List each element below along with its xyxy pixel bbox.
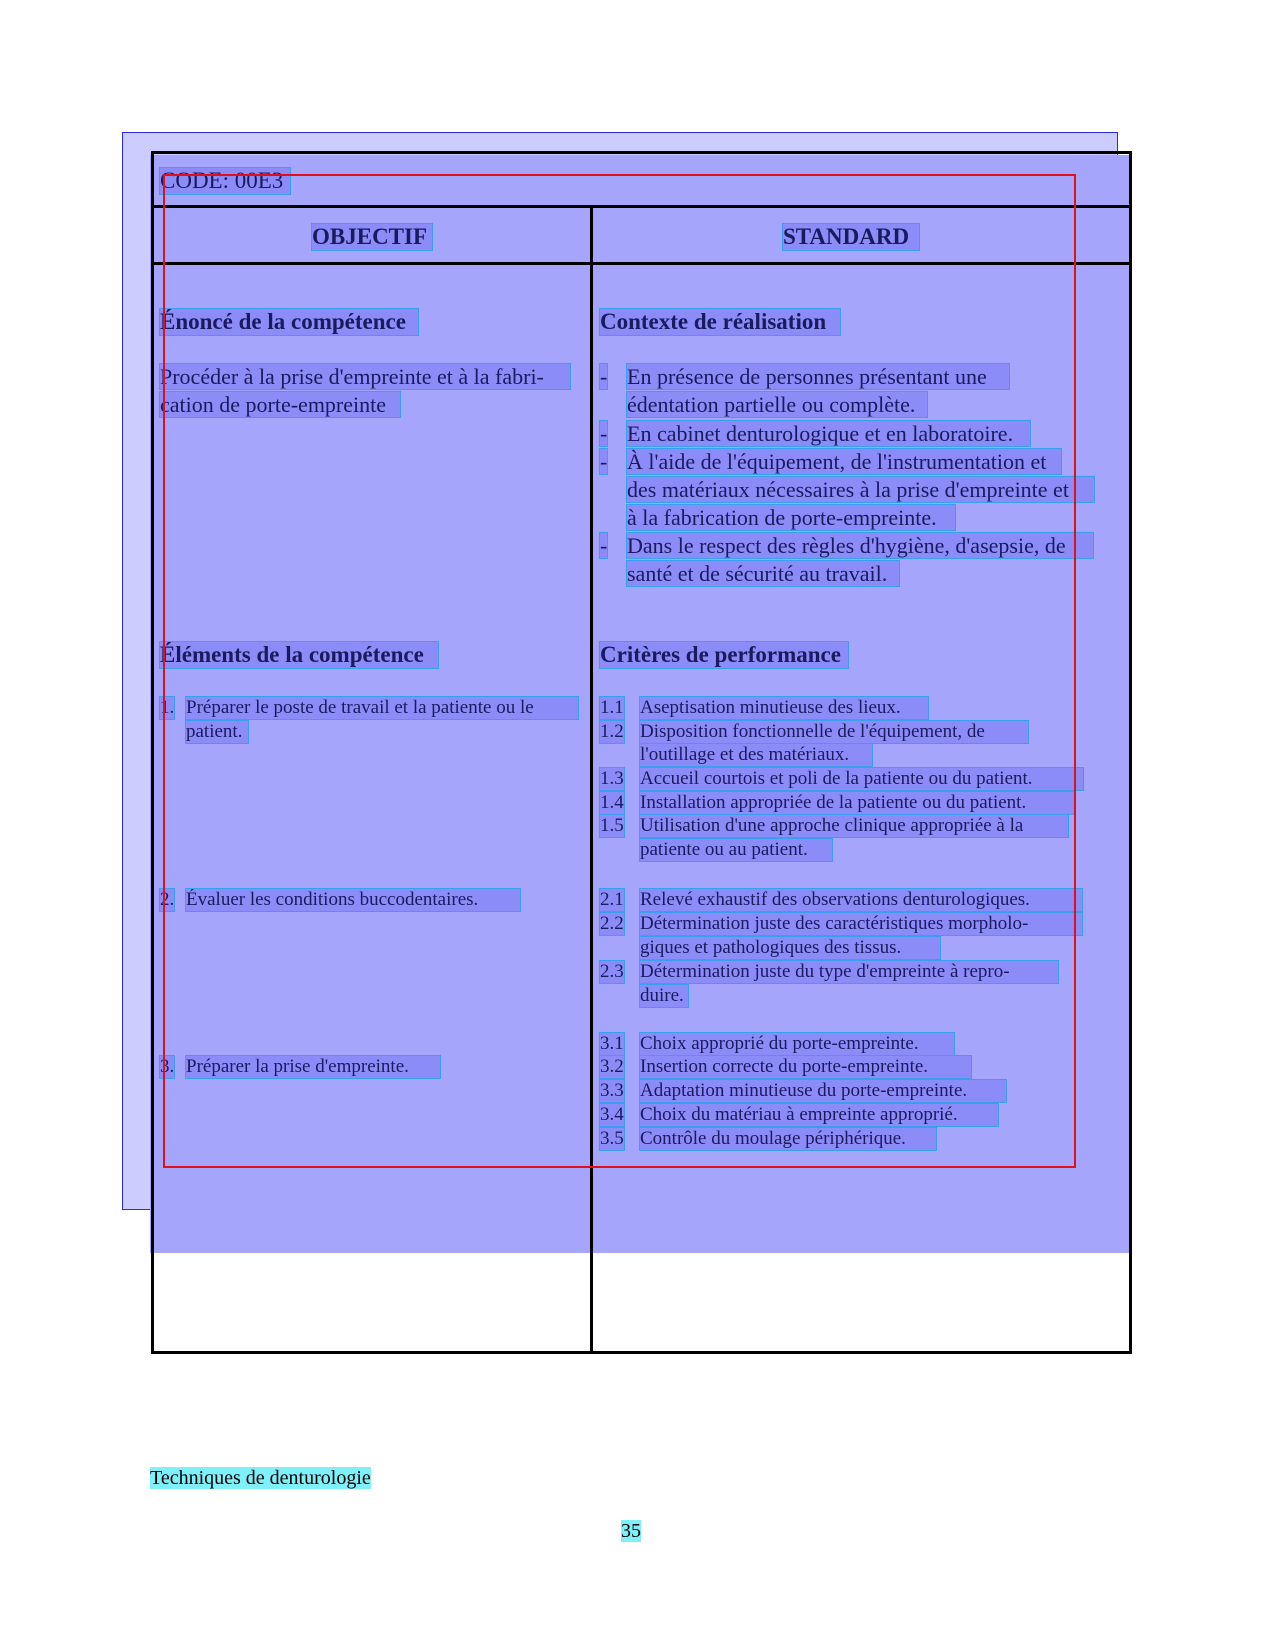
- critere-3-4-line-1: Choix du matériau à empreinte approprié.: [640, 1104, 998, 1126]
- critere-3-2-num: 3.2: [600, 1056, 624, 1077]
- contexte-4-line-2: santé et de sécurité au travail.: [627, 561, 899, 586]
- element-1-line-2: patient.: [186, 721, 248, 743]
- element-2-num: 2.: [160, 889, 175, 910]
- critere-1-5-num: 1.5: [600, 815, 624, 836]
- header-standard: STANDARD: [783, 224, 919, 250]
- enonce-line-2: cation de porte-empreinte: [160, 392, 400, 417]
- critere-2-3-line-1: Détermination juste du type d'empreinte à repro-: [640, 961, 1058, 983]
- critere-1-5-line-2: patiente ou au patient.: [640, 839, 832, 861]
- footer-program-title: Techniques de denturologie: [150, 1467, 371, 1489]
- critere-2-3-num: 2.3: [600, 961, 624, 982]
- critere-3-4-num: 3.4: [600, 1104, 624, 1125]
- enonce-line-1: Procéder à la prise d'empreinte et à la fabri-: [160, 364, 570, 389]
- critere-2-2-num: 2.2: [600, 913, 624, 934]
- critere-1-1-line-1: Aseptisation minutieuse des lieux.: [640, 697, 928, 719]
- critere-2-1-num: 2.1: [600, 889, 624, 910]
- enonce-heading: Énoncé de la compétence: [160, 309, 418, 335]
- contexte-3-line-2: des matériaux nécessaires à la prise d'empreinte et: [627, 477, 1094, 502]
- critere-3-5-line-1: Contrôle du moulage périphérique.: [640, 1128, 936, 1150]
- element-1-num: 1.: [160, 697, 175, 718]
- critere-1-4-num: 1.4: [600, 792, 624, 813]
- critere-3-1-num: 3.1: [600, 1033, 624, 1054]
- critere-3-1-line-1: Choix approprié du porte-empreinte.: [640, 1033, 954, 1055]
- contexte-3-marker: -: [600, 449, 608, 474]
- contexte-3-line-3: à la fabrication de porte-empreinte.: [627, 505, 955, 530]
- critere-3-3-line-1: Adaptation minutieuse du porte-empreinte.: [640, 1080, 1006, 1102]
- critere-1-5-line-1: Utilisation d'une approche clinique appropriée à la: [640, 815, 1068, 837]
- critere-2-3-line-2: duire.: [640, 985, 688, 1007]
- contexte-4-line-1: Dans le respect des règles d'hygiène, d'asepsie, de: [627, 533, 1093, 558]
- element-3-line-1: Préparer la prise d'empreinte.: [186, 1056, 440, 1078]
- contexte-2-marker: -: [600, 421, 608, 446]
- critere-1-2-line-2: l'outillage et des matériaux.: [640, 744, 872, 766]
- critere-2-1-line-1: Relevé exhaustif des observations denturologiques.: [640, 889, 1082, 911]
- contexte-1-line-2: édentation partielle ou complète.: [627, 392, 927, 417]
- critere-2-2-line-2: giques et pathologiques des tissus.: [640, 937, 940, 959]
- contexte-2-line-1: En cabinet denturologique et en laboratoire.: [627, 421, 1030, 446]
- critere-1-3-num: 1.3: [600, 768, 624, 789]
- contexte-1-marker: -: [600, 364, 608, 389]
- critere-1-1-num: 1.1: [600, 697, 624, 718]
- contexte-1-line-1: En présence de personnes présentant une: [627, 364, 1009, 389]
- header-objectif: OBJECTIF: [312, 224, 432, 250]
- contexte-3-line-1: À l'aide de l'équipement, de l'instrumentation et: [627, 449, 1061, 474]
- elements-heading: Éléments de la compétence: [160, 642, 438, 668]
- critere-1-2-num: 1.2: [600, 721, 624, 742]
- critere-2-2-line-1: Détermination juste des caractéristiques morpholo-: [640, 913, 1082, 935]
- contexte-4-marker: -: [600, 533, 608, 558]
- element-2-line-1: Évaluer les conditions buccodentaires.: [186, 889, 520, 911]
- element-1-line-1: Préparer le poste de travail et la patiente ou le: [186, 697, 578, 719]
- critere-1-2-line-1: Disposition fonctionnelle de l'équipement, de: [640, 721, 1028, 743]
- contexte-heading: Contexte de réalisation: [600, 309, 840, 335]
- critere-1-4-line-1: Installation appropriée de la patiente ou du patient.: [640, 792, 1074, 814]
- critere-3-5-num: 3.5: [600, 1128, 624, 1149]
- critere-3-2-line-1: Insertion correcte du porte-empreinte.: [640, 1056, 971, 1078]
- critere-3-3-num: 3.3: [600, 1080, 624, 1101]
- code-label: CODE: 00E3: [160, 168, 290, 194]
- layout-region-highlight: [163, 174, 1076, 1168]
- page-number: 35: [621, 1520, 641, 1542]
- critere-1-3-line-1: Accueil courtois et poli de la patiente ou du patient.: [640, 768, 1083, 790]
- criteres-heading: Critères de performance: [600, 642, 848, 668]
- element-3-num: 3.: [160, 1056, 175, 1077]
